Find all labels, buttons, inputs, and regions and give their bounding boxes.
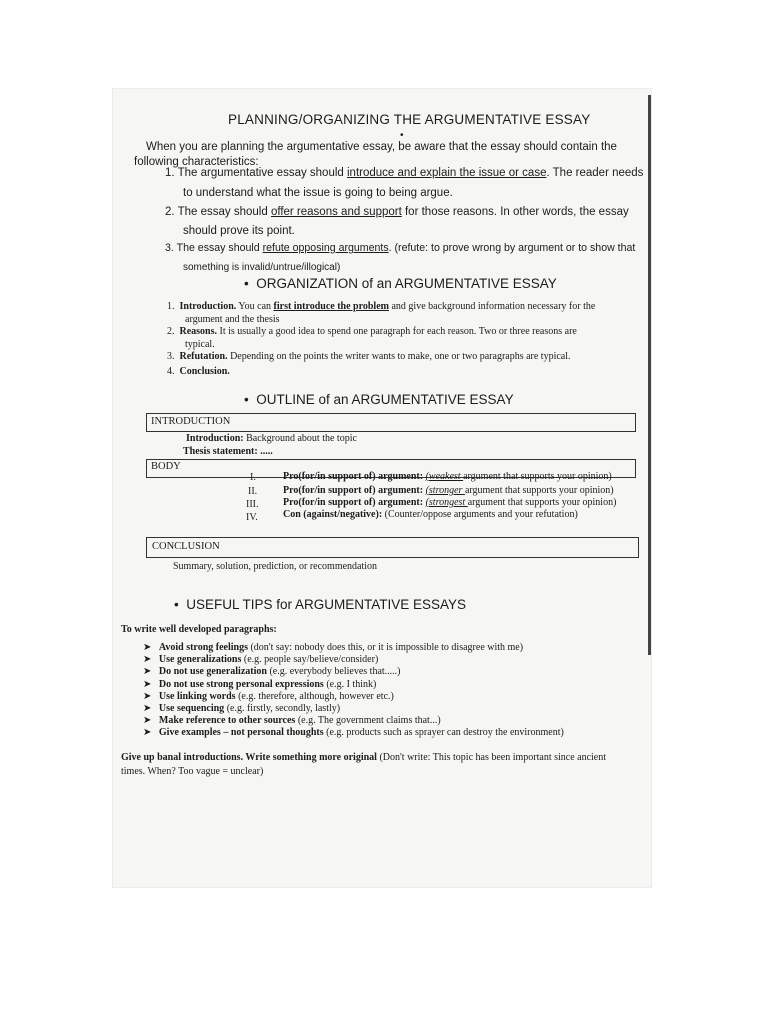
list-item: ➤ Use sequencing (e.g. firstly, secondly, lastly) (143, 703, 341, 714)
arrow-bullet-icon: ➤ (143, 654, 152, 665)
arrow-bullet-icon: ➤ (143, 691, 152, 702)
intro-line-1: When you are planning the argumentative essay, be aware that the essay should contain the (146, 141, 617, 153)
page-title: PLANNING/ORGANIZING THE ARGUMENTATIVE ESSAY (228, 112, 591, 127)
intro-background-line: Introduction: Background about the topic (186, 433, 357, 444)
arrow-bullet-icon: ➤ (143, 642, 152, 653)
list-item-continuation: something is invalid/untrue/illogical) (183, 262, 341, 273)
arrow-bullet-icon: ➤ (143, 666, 152, 677)
title-bullet: • (400, 130, 404, 141)
list-item-continuation: should prove its point. (183, 225, 295, 237)
list-item: ➤ Use generalizations (e.g. people say/believe/consider) (143, 654, 379, 665)
list-item-continuation: to understand what the issue is going to being argue. (183, 187, 453, 199)
body-label: BODY (151, 461, 181, 472)
list-item: 4. Conclusion. (167, 366, 230, 377)
list-item: ➤ Use linking words (e.g. therefore, although, however etc.) (143, 691, 394, 702)
outline-heading: • OUTLINE of an ARGUMENTATIVE ESSAY (244, 392, 514, 407)
list-item: ➤ Avoid strong feelings (don't say: nobody does this, or it is impossible to disagree with me) (143, 642, 524, 653)
arrow-bullet-icon: ➤ (143, 703, 152, 714)
list-item: IV. (246, 512, 258, 523)
conclusion-text: Summary, solution, prediction, or recommendation (173, 561, 378, 572)
list-item: Pro(for/in support of) argument: (stronger argument that supports your opinion) (283, 485, 614, 496)
list-item-continuation: argument and the thesis (185, 314, 280, 325)
list-item: Pro(for/in support of) argument: (strongest argument that supports your opinion) (283, 497, 617, 508)
list-item: ➤ Do not use generalization (e.g. everybody believes that.....) (143, 666, 401, 677)
list-item-continuation: typical. (185, 339, 215, 350)
key-phrase: refute opposing arguments (262, 242, 389, 254)
introduction-label: INTRODUCTION (151, 416, 231, 427)
tips-subheading: To write well developed paragraphs: (121, 624, 277, 635)
list-item: 2. The essay should offer reasons and support for those reasons. In other words, the essay (165, 206, 629, 218)
list-item: Pro(for/in support of) argument: (weakest argument that supports your opinion) (283, 471, 612, 482)
arrow-bullet-icon: ➤ (143, 727, 152, 738)
arrow-bullet-icon: ➤ (143, 679, 152, 690)
organization-heading: • ORGANIZATION of an ARGUMENTATIVE ESSAY (244, 276, 557, 291)
list-item: ➤ Do not use strong personal expressions (e.g. I think) (143, 679, 377, 690)
closing-paragraph: Give up banal introductions. Write something more original (Don't write: This topic has been important since ancient (121, 752, 607, 763)
list-item: 2. Reasons. It is usually a good idea to spend one paragraph for each reason. Two or three reasons are (167, 326, 577, 337)
key-phrase: introduce and explain the issue or case (347, 167, 547, 179)
list-item: III. (246, 499, 259, 510)
key-phrase: first introduce the problem (273, 301, 389, 312)
list-item: I. (250, 472, 256, 483)
closing-paragraph-continuation: times. When? Too vague = unclear) (121, 766, 264, 777)
list-item: ➤ Give examples – not personal thoughts (e.g. products such as sprayer can destroy the environment) (143, 727, 564, 738)
list-item: 3. The essay should refute opposing arguments. (refute: to prove wrong by argument or to show that (165, 242, 636, 254)
list-item: II. (248, 486, 258, 497)
page-edge-shadow (648, 95, 651, 655)
intro-line-2: following characteristics: (134, 156, 259, 168)
list-item: 1. Introduction. You can first introduce the problem and give background information necessary for the (167, 301, 596, 312)
conclusion-label: CONCLUSION (152, 541, 220, 552)
key-phrase: offer reasons and support (270, 206, 402, 218)
list-item: 3. Refutation. Depending on the points the writer wants to make, one or two paragraphs are typical. (167, 351, 571, 362)
list-item: ➤ Make reference to other sources (e.g. The government claims that...) (143, 715, 441, 726)
thesis-statement-line: Thesis statement: ..... (183, 446, 273, 457)
tips-heading: • USEFUL TIPS for ARGUMENTATIVE ESSAYS (174, 597, 467, 612)
list-item: 1. The argumentative essay should introduce and explain the issue or case. The reader needs (165, 167, 644, 179)
list-item: Con (against/negative): (Counter/oppose arguments and your refutation) (283, 509, 578, 520)
arrow-bullet-icon: ➤ (143, 715, 152, 726)
